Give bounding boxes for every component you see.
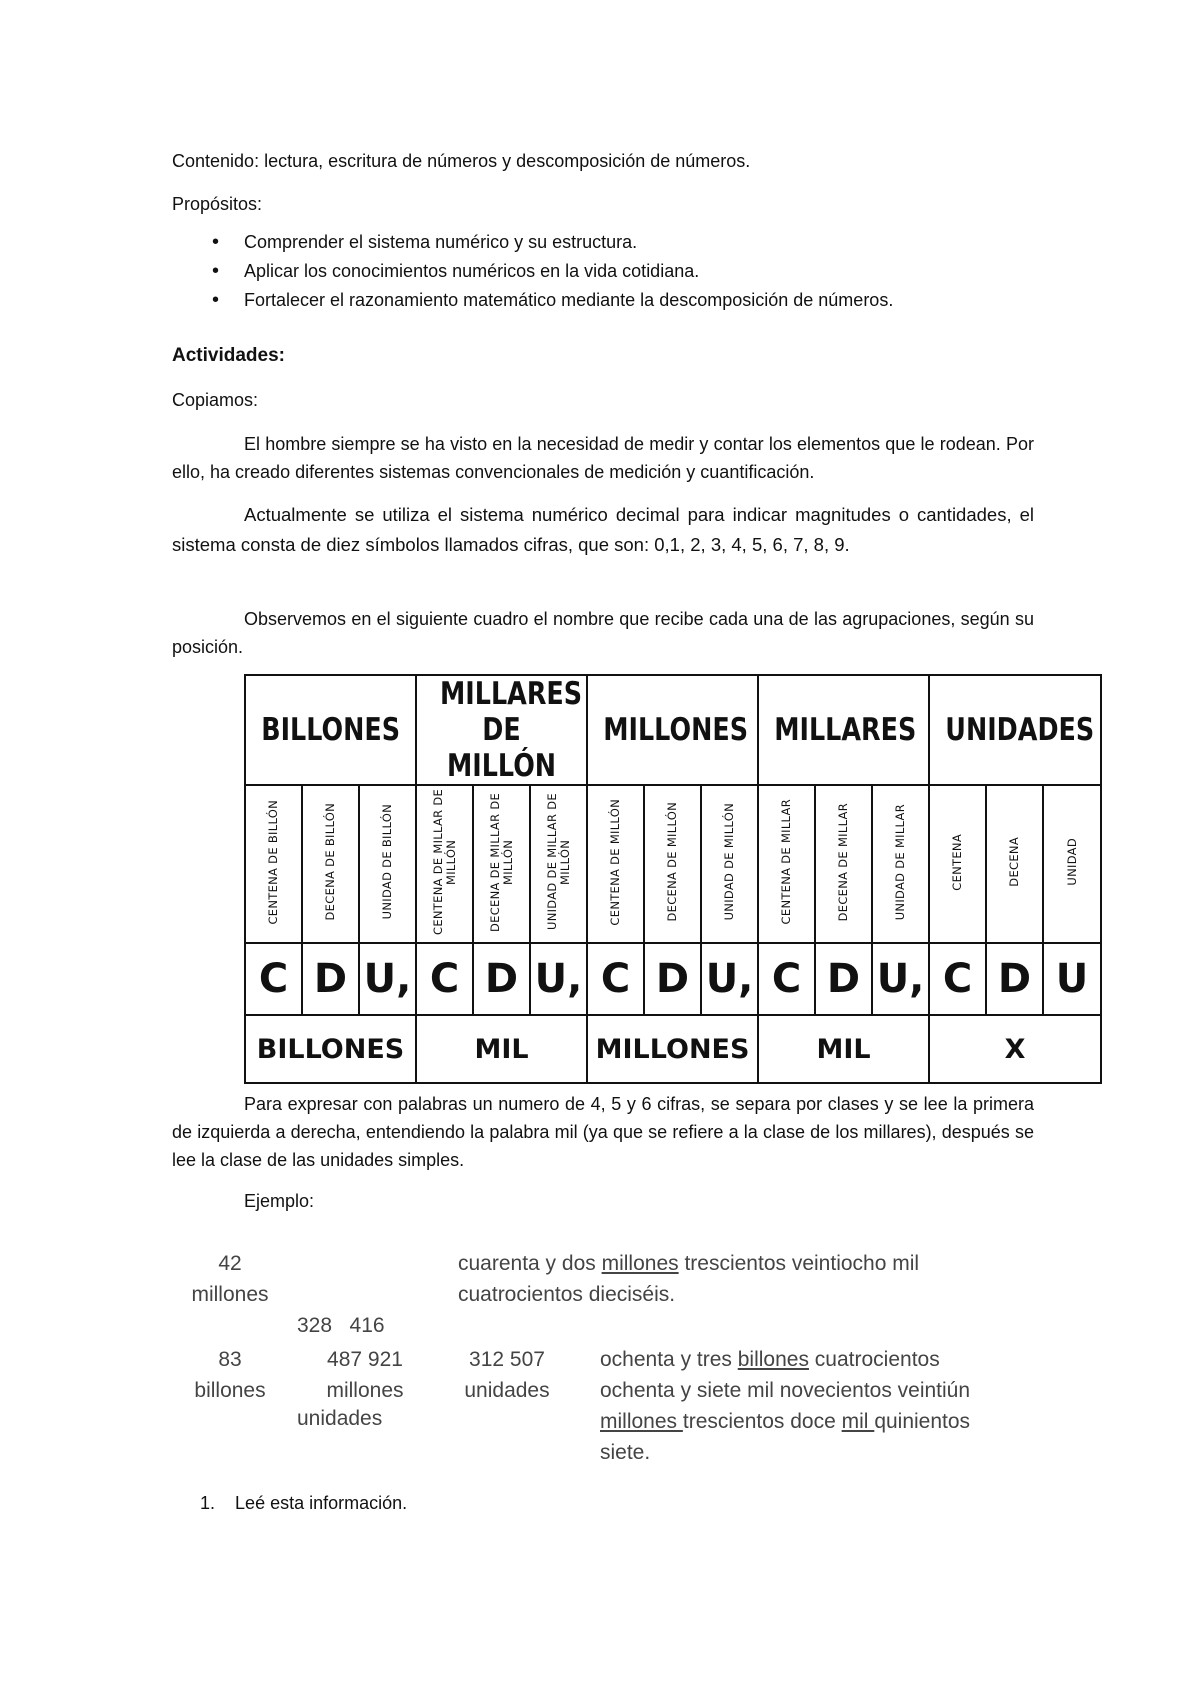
example-text: cuatrocientos dieciséis. bbox=[458, 1283, 676, 1306]
letter-cell: C bbox=[416, 943, 473, 1015]
example2-part3 bbox=[452, 1344, 562, 1406]
copy-label: Copiamos: bbox=[172, 390, 259, 410]
example-unit: millones bbox=[191, 1283, 269, 1306]
example-number: 312 507 bbox=[469, 1348, 545, 1371]
example-text: cuarenta y dos bbox=[458, 1252, 602, 1275]
example-label: Ejemplo: bbox=[244, 1191, 315, 1211]
example-number: 487 921 bbox=[327, 1348, 403, 1371]
letter-cell: C bbox=[929, 943, 986, 1015]
letter-cell: D bbox=[815, 943, 872, 1015]
example-text: millones bbox=[601, 1252, 679, 1275]
numbered-item bbox=[200, 1489, 407, 1517]
paragraph-3: Observemos en el siguiente cuadro el nombre que recibe cada una de las agrupaciones, según su posición. bbox=[172, 609, 1034, 657]
class-cell-mil: MIL bbox=[416, 1015, 587, 1083]
position-cell: DECENA DE MILLÓN bbox=[644, 785, 701, 943]
list-item: • Comprender el sistema numérico y su estructura. bbox=[172, 228, 1042, 257]
position-cell: UNIDAD DE MILLÓN bbox=[701, 785, 758, 943]
position-cell: DECENA DE BILLÓN bbox=[302, 785, 359, 943]
example2-text bbox=[600, 1344, 1020, 1468]
class-cell-billones: BILLONES bbox=[245, 1015, 416, 1083]
example2-part2 bbox=[310, 1344, 420, 1406]
position-cell: CENTENA DE MILLAR DE MILLÓN bbox=[416, 785, 473, 943]
position-cell: CENTENA DE BILLÓN bbox=[245, 785, 302, 943]
group-unidades: UNIDADES bbox=[945, 675, 1086, 785]
letter-row bbox=[245, 943, 1101, 1015]
paragraph-1: El hombre siempre se ha visto en la necesidad de medir y contar los elementos que le rodean. Por ello, ha creado diferentes sistemas convencionales de medición y cuantificación. bbox=[172, 434, 1034, 482]
position-cell: UNIDAD bbox=[1043, 785, 1101, 943]
example-text: mil bbox=[841, 1410, 875, 1433]
letter-cell: D bbox=[644, 943, 701, 1015]
example-number: 83 bbox=[218, 1348, 242, 1371]
position-cell: UNIDAD DE MILLAR bbox=[872, 785, 929, 943]
letter-cell: D bbox=[473, 943, 530, 1015]
group-billones: BILLONES bbox=[260, 675, 400, 785]
letter-cell: U, bbox=[359, 943, 416, 1015]
example-text: siete. bbox=[600, 1441, 651, 1464]
letter-cell: U, bbox=[701, 943, 758, 1015]
letter-cell: D bbox=[986, 943, 1043, 1015]
position-row bbox=[245, 785, 1101, 943]
class-row bbox=[245, 1015, 1101, 1083]
example-text: ochenta y siete mil novecientos veintiún bbox=[600, 1379, 971, 1402]
letter-cell: C bbox=[758, 943, 815, 1015]
class-cell-mil: MIL bbox=[758, 1015, 929, 1083]
group-millares: MILLARES bbox=[773, 675, 913, 785]
example-text: trescientos doce bbox=[682, 1410, 842, 1433]
position-cell: DECENA bbox=[986, 785, 1043, 943]
position-cell: CENTENA DE MILLAR bbox=[758, 785, 815, 943]
list-item: • Fortalecer el razonamiento matemático mediante la descomposición de números. bbox=[172, 286, 1042, 315]
class-cell-unidades: X bbox=[929, 1015, 1101, 1083]
example-text: ochenta y tres bbox=[600, 1348, 738, 1371]
letter-cell: D bbox=[302, 943, 359, 1015]
purposes-list bbox=[172, 228, 1042, 315]
position-cell: UNIDAD DE BILLÓN bbox=[359, 785, 416, 943]
example2-part1 bbox=[180, 1344, 280, 1406]
example-number: 328 416 bbox=[297, 1314, 385, 1337]
example-text: billones bbox=[737, 1348, 809, 1371]
letter-cell: U bbox=[1043, 943, 1101, 1015]
example-text: trescientos veintiocho mil bbox=[678, 1252, 920, 1275]
purposes-label: Propósitos: bbox=[172, 194, 263, 214]
group-header-row bbox=[245, 675, 1101, 785]
example-unit: billones bbox=[194, 1379, 266, 1402]
example-text: quinientos bbox=[874, 1410, 971, 1433]
class-cell-millones: MILLONES bbox=[587, 1015, 758, 1083]
place-value-table bbox=[244, 674, 1102, 1084]
position-cell: DECENA DE MILLAR bbox=[815, 785, 872, 943]
content-line: Contenido: lectura, escritura de números y descomposición de números. bbox=[172, 151, 751, 171]
example1-part1 bbox=[180, 1248, 280, 1310]
example-unit: millones bbox=[326, 1379, 404, 1402]
example1-text bbox=[458, 1248, 978, 1310]
paragraph-4: Para expresar con palabras un numero de 4, 5 y 6 cifras, se separa por clases y se lee la primera de izquierda a derecha, entendiendo la palabra mil (ya que se refiere a la clase de los millares), después se lee la clase de las unidades simples. bbox=[172, 1094, 1034, 1170]
item-number: 1. bbox=[200, 1493, 216, 1513]
letter-cell: U, bbox=[872, 943, 929, 1015]
position-cell: CENTENA bbox=[929, 785, 986, 943]
example-text: millones bbox=[600, 1410, 683, 1433]
paragraph-2: Actualmente se utiliza el sistema numérico decimal para indicar magnitudes o cantidades, el sistema consta de diez símbolos llamados cifras, que son: 0,1, 2, 3, 4, 5, 6, 7, 8, 9. bbox=[172, 504, 1034, 555]
group-millares-de-millon: MILLARES DE MILLÓN bbox=[431, 675, 571, 785]
item-text: Leé esta información. bbox=[235, 1493, 408, 1513]
example-unit: unidades bbox=[464, 1379, 550, 1402]
position-cell: DECENA DE MILLAR DE MILLÓN bbox=[473, 785, 530, 943]
letter-cell: C bbox=[245, 943, 302, 1015]
position-cell: UNIDAD DE MILLAR DE MILLÓN bbox=[530, 785, 587, 943]
group-millones: MILLONES bbox=[602, 675, 742, 785]
letter-cell: U, bbox=[530, 943, 587, 1015]
letter-cell: C bbox=[587, 943, 644, 1015]
example-number: 42 bbox=[218, 1252, 242, 1275]
position-cell: CENTENA DE MILLÓN bbox=[587, 785, 644, 943]
activities-heading: Actividades: bbox=[172, 345, 285, 366]
list-item: • Aplicar los conocimientos numéricos en la vida cotidiana. bbox=[172, 257, 1042, 286]
example-text: cuatrocientos bbox=[808, 1348, 940, 1371]
example-unit: unidades bbox=[297, 1407, 383, 1430]
